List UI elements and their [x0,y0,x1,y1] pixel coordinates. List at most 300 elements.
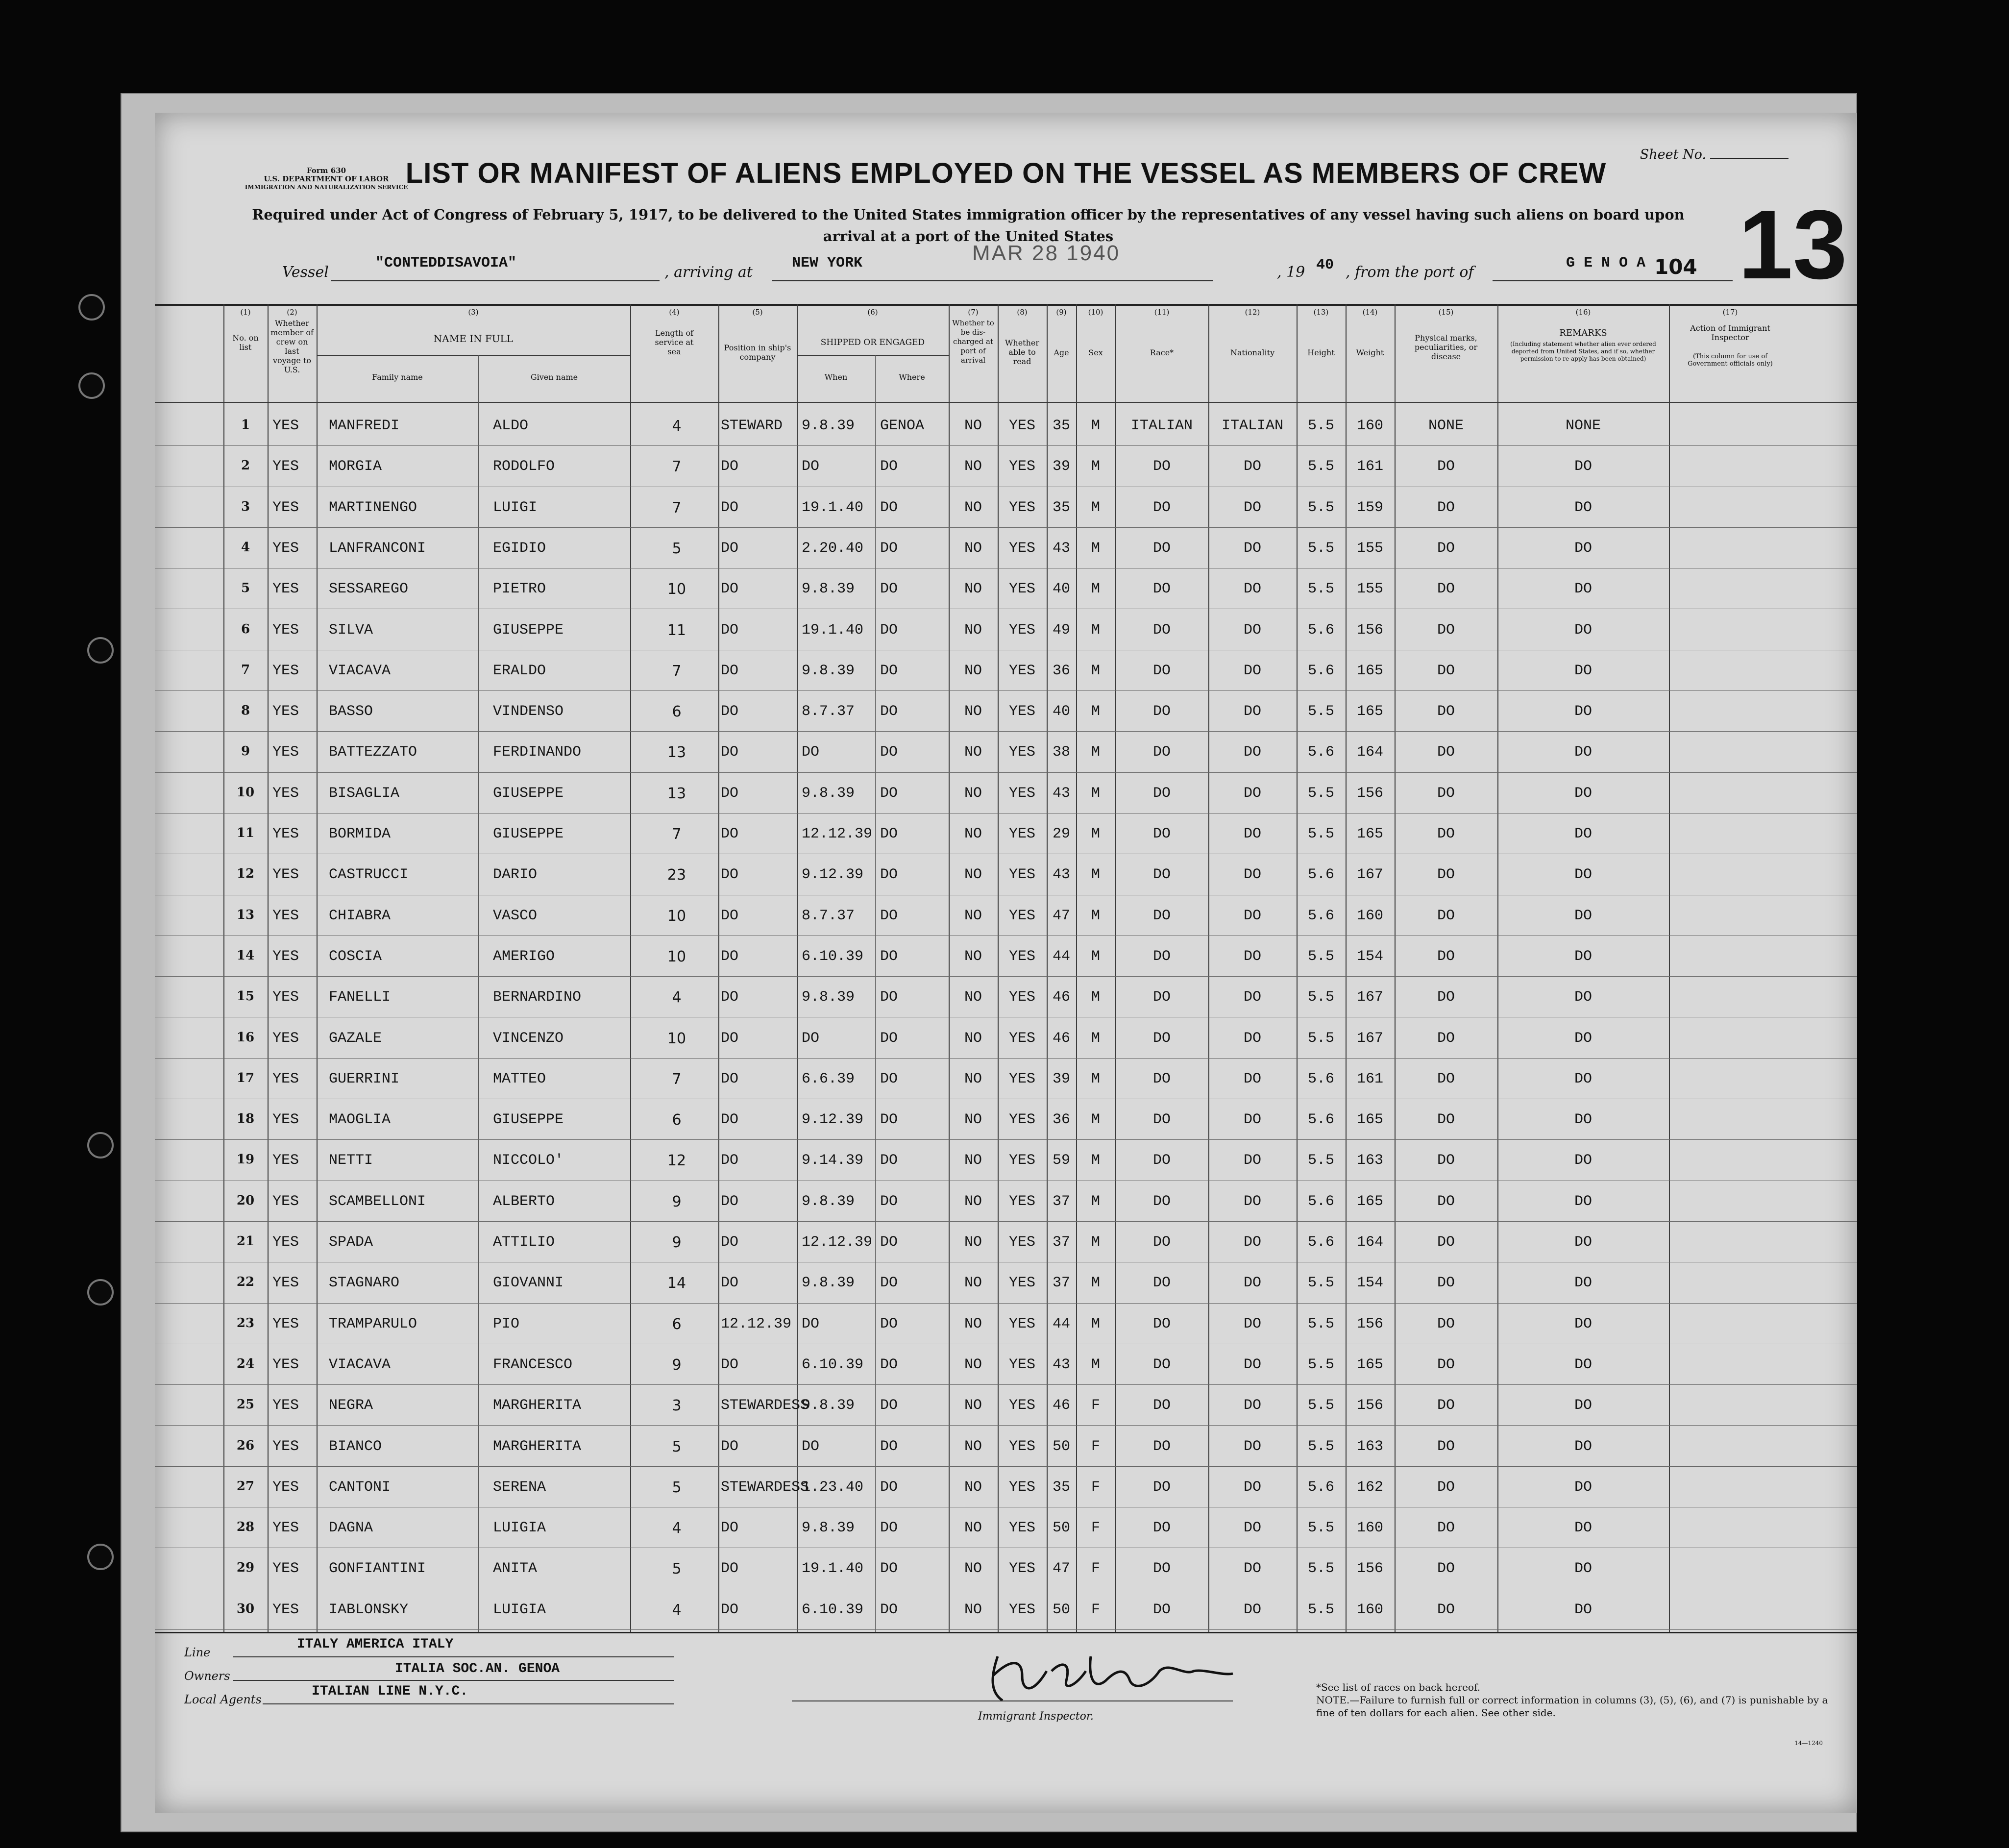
physical-marks: DO [1437,1152,1455,1169]
physical-marks: DO [1437,499,1455,516]
able-to-read: YES [1008,1438,1035,1455]
remarks: DO [1574,826,1592,842]
sex: M [1091,989,1100,1006]
able-to-read: YES [1008,1315,1035,1332]
nationality: DO [1243,1111,1261,1129]
age: 47 [1052,1560,1070,1577]
shipped-where: DO [880,744,898,761]
physical-marks: DO [1437,662,1455,679]
race: DO [1152,621,1171,639]
shipped-where: DO [880,1438,898,1455]
shipped-when: 2.20.40 [802,540,864,557]
row-number: 29 [236,1560,255,1576]
document-subtitle: Required under Act of Congress of February 5, 1917, to be delivered to the United States immigration officer by the representatives of any vessel having such aliens on board upon arrival at a port of the United States [252,206,1685,245]
inspector-label: Immigrant Inspector. [978,1710,1094,1723]
able-to-read: YES [1008,785,1035,802]
height: 5.5 [1307,826,1334,842]
weight: 165 [1356,662,1383,679]
col-11-header: Race* [1150,348,1174,357]
crew-last-voyage: YES [272,1070,299,1087]
nationality: DO [1243,458,1261,475]
physical-marks: DO [1437,458,1455,475]
position: STEWARDESS [721,1478,809,1496]
physical-marks: DO [1437,948,1455,965]
sex: F [1091,1397,1100,1414]
nationality: DO [1243,1356,1261,1373]
given-name: FRANCESCO [493,1356,573,1373]
shipped-when: 9.8.39 [802,581,855,598]
length-of-service: 10 [667,948,686,965]
shipped-where: DO [880,866,898,884]
col-17-subheader: (This column for use of Government officials only) [1688,353,1773,368]
col-15-header: Physical marks, peculiarities, or disease [1414,333,1478,361]
given-name: AMERIGO [493,948,555,965]
given-name: NICCOLO' [493,1152,564,1169]
sex: M [1091,418,1100,434]
position: DO [721,540,739,557]
owners-label: Owners [184,1669,230,1683]
table-row [155,1101,1857,1138]
age: 36 [1052,1111,1070,1129]
family-name: DAGNA [329,1520,373,1537]
length-of-service: 11 [667,621,686,639]
row-number: 25 [236,1397,255,1412]
age: 46 [1052,1397,1070,1414]
race: DO [1152,866,1171,884]
shipped-where: DO [880,1356,898,1373]
row-number: 23 [236,1315,255,1331]
crew-last-voyage: YES [272,1193,299,1210]
table-row [155,856,1857,893]
age: 37 [1052,1275,1070,1292]
discharged: NO [964,1601,982,1618]
shipped-when: 9.8.39 [802,1193,855,1210]
able-to-read: YES [1008,418,1035,434]
age: 49 [1052,621,1070,639]
sex: M [1091,662,1100,679]
sex: M [1091,1356,1100,1373]
shipped-when: 9.8.39 [802,1275,855,1292]
shipped-where: DO [880,1193,898,1210]
height: 5.5 [1307,581,1334,598]
height: 5.5 [1307,1152,1334,1169]
local-agents-value: ITALIAN LINE N.Y.C. [312,1684,468,1699]
age: 43 [1052,540,1070,557]
age: 47 [1052,907,1070,924]
punch-hole [87,1544,114,1570]
col-17-header: Action of Immigrant Inspector [1690,323,1770,342]
row-number: 9 [241,744,250,759]
shipped-where: DO [880,826,898,842]
able-to-read: YES [1008,1234,1035,1251]
shipped-when: 6.6.39 [802,1070,855,1087]
family-name: BISAGLIA [329,785,400,802]
weight: 160 [1356,1601,1383,1618]
table-row [155,1428,1857,1465]
table-row [155,1386,1857,1424]
race: DO [1152,1315,1171,1332]
height: 5.5 [1307,1275,1334,1292]
remarks: DO [1574,662,1592,679]
height: 5.5 [1307,458,1334,475]
position: DO [721,662,739,679]
able-to-read: YES [1008,1601,1035,1618]
remarks: DO [1574,1356,1592,1373]
given-name: ANITA [493,1560,538,1577]
race: DO [1152,907,1171,924]
remarks: DO [1574,499,1592,516]
position: DO [721,621,739,639]
physical-marks: DO [1437,1397,1455,1414]
weight: 155 [1356,581,1383,598]
table-row [155,1060,1857,1097]
col-6-number: (6) [867,308,878,317]
shipped-when: 12.12.39 [802,1234,873,1251]
table-row [155,652,1857,689]
given-name: LUIGIA [493,1520,546,1537]
discharged: NO [964,948,982,965]
row-number: 24 [236,1356,255,1371]
physical-marks: DO [1437,1070,1455,1087]
weight: 164 [1356,1234,1383,1251]
remarks: DO [1574,1478,1592,1496]
physical-marks: DO [1437,581,1455,598]
row-number: 6 [241,621,250,637]
race: DO [1152,1152,1171,1169]
height: 5.6 [1307,744,1334,761]
age: 38 [1052,744,1070,761]
family-name: BIANCO [329,1438,382,1455]
shipped-where: DO [880,458,898,475]
col-5-header: Position in ship's company [724,343,791,362]
height: 5.6 [1307,866,1334,884]
arriving-port: NEW YORK [792,255,863,271]
family-name: TRAMPARULO [329,1315,417,1332]
age: 44 [1052,948,1070,965]
weight: 165 [1356,1356,1383,1373]
length-of-service: 4 [672,418,682,435]
physical-marks: NONE [1428,418,1464,434]
height: 5.5 [1307,989,1334,1006]
nationality: DO [1243,1275,1261,1292]
able-to-read: YES [1008,499,1035,516]
weight: 154 [1356,1275,1383,1292]
crew-last-voyage: YES [272,1520,299,1537]
age: 50 [1052,1601,1070,1618]
given-name: MARGHERITA [493,1397,582,1414]
sex: F [1091,1560,1100,1577]
nationality: DO [1243,1520,1261,1537]
height: 5.6 [1307,662,1334,679]
position: DO [721,907,739,924]
shipped-where: DO [880,1070,898,1087]
race: DO [1152,703,1171,720]
remarks: DO [1574,1560,1592,1577]
discharged: NO [964,1234,982,1251]
shipped-when: 9.12.39 [802,1111,864,1129]
given-name: RODOLFO [493,458,555,475]
sex: M [1091,1111,1100,1129]
shipped-where: DO [880,1030,898,1047]
col-8-header: Whether able to read [1004,338,1040,366]
family-name: NEGRA [329,1397,373,1414]
weight: 156 [1356,1315,1383,1332]
remarks: DO [1574,458,1592,475]
shipped-where: DO [880,1275,898,1292]
from-port-label: , from the port of [1346,264,1474,281]
length-of-service: 10 [667,581,686,598]
length-of-service: 6 [672,1315,682,1333]
shipped-where: DO [880,662,898,679]
sex: M [1091,1070,1100,1087]
discharged: NO [964,866,982,884]
age: 43 [1052,1356,1070,1373]
remarks: DO [1574,1111,1592,1129]
age: 29 [1052,826,1070,842]
physical-marks: DO [1437,1111,1455,1129]
family-name: FANELLI [329,989,391,1006]
shipped-when: 9.8.39 [802,418,855,434]
discharged: NO [964,1397,982,1414]
sex: M [1091,866,1100,884]
shipped-when: 6.10.39 [802,1601,864,1618]
age: 50 [1052,1438,1070,1455]
manifest-sheet [155,113,1857,1813]
discharged: NO [964,1070,982,1087]
punch-hole [87,1279,114,1306]
age: 37 [1052,1193,1070,1210]
shipped-when: 19.1.40 [802,1560,864,1577]
row-number: 4 [241,540,250,555]
position: DO [721,703,739,720]
family-name: SPADA [329,1234,373,1251]
remarks: DO [1574,1315,1592,1332]
col-2-number: (2) [287,308,297,317]
shipped-where: DO [880,1478,898,1496]
height: 5.6 [1307,1478,1334,1496]
table-row [155,978,1857,1015]
length-of-service: 23 [667,866,686,884]
shipped-where: DO [880,499,898,516]
age: 43 [1052,866,1070,884]
weight: 165 [1356,703,1383,720]
age: 46 [1052,1030,1070,1047]
able-to-read: YES [1008,826,1035,842]
length-of-service: 9 [672,1193,682,1210]
vessel-label: Vessel [282,264,329,281]
crew-last-voyage: YES [272,1315,299,1332]
able-to-read: YES [1008,1560,1035,1577]
height: 5.5 [1307,1356,1334,1373]
position: DO [721,1152,739,1169]
family-name: SCAMBELLONI [329,1193,426,1210]
table-row [155,692,1857,730]
sex: M [1091,499,1100,516]
table-row [155,1468,1857,1505]
shipped-where: DO [880,1234,898,1251]
family-name: VIACAVA [329,662,391,679]
height: 5.6 [1307,1234,1334,1251]
sex: F [1091,1478,1100,1496]
sex: M [1091,621,1100,639]
remarks: DO [1574,581,1592,598]
race: DO [1152,581,1171,598]
col-3-given-header: Given name [530,372,578,382]
table-row [155,815,1857,852]
able-to-read: YES [1008,989,1035,1006]
length-of-service: 7 [672,662,682,680]
able-to-read: YES [1008,458,1035,475]
table-row [155,1550,1857,1587]
age: 36 [1052,662,1070,679]
row-number: 30 [236,1601,255,1616]
length-of-service: 7 [672,1070,682,1088]
col-12-number: (12) [1245,308,1260,317]
given-name: ERALDO [493,662,546,679]
given-name: GIUSEPPE [493,826,564,842]
physical-marks: DO [1437,1030,1455,1047]
family-name: NETTI [329,1152,373,1169]
race: DO [1152,1070,1171,1087]
shipped-when: 9.8.39 [802,1520,855,1537]
crew-last-voyage: YES [272,458,299,475]
height: 5.5 [1307,948,1334,965]
sex: F [1091,1601,1100,1618]
crew-last-voyage: YES [272,1234,299,1251]
length-of-service: 12 [667,1152,686,1170]
table-row [155,611,1857,648]
position: DO [721,866,739,884]
race: DO [1152,1193,1171,1210]
shipped-where: DO [880,1520,898,1537]
physical-marks: DO [1437,1356,1455,1373]
shipped-when: 8.7.37 [802,907,855,924]
height: 5.5 [1307,703,1334,720]
shipped-where: DO [880,1560,898,1577]
shipped-when: DO [802,458,820,475]
shipped-when: 12.12.39 [802,826,873,842]
vessel-line [282,255,1752,282]
discharged: NO [964,1478,982,1496]
col-12-header: Nationality [1230,348,1275,357]
family-name: COSCIA [329,948,382,965]
physical-marks: DO [1437,1520,1455,1537]
age: 35 [1052,499,1070,516]
date-stamp: MAR 28 1940 [972,241,1121,265]
family-name: CHIABRA [329,907,391,924]
col-1-header: No. on list [232,333,259,352]
discharged: NO [964,621,982,639]
shipped-when: DO [802,1315,820,1332]
discharged: NO [964,458,982,475]
race: DO [1152,458,1171,475]
form-code: 14—1240 [1794,1740,1823,1747]
shipped-where: DO [880,1111,898,1129]
race: DO [1152,540,1171,557]
length-of-service: 5 [672,1438,682,1455]
family-name: IABLONSKY [329,1601,409,1618]
sex: F [1091,1520,1100,1537]
weight: 156 [1356,1560,1383,1577]
row-number: 18 [236,1111,255,1127]
col-16-header: REMARKS [1559,328,1607,338]
race: DO [1152,1356,1171,1373]
shipped-when: 9.8.39 [802,1397,855,1414]
position: DO [721,581,739,598]
physical-marks: DO [1437,1315,1455,1332]
inspector-signature [978,1642,1243,1705]
discharged: NO [964,418,982,434]
position: DO [721,499,739,516]
age: 39 [1052,458,1070,475]
height: 5.5 [1307,1520,1334,1537]
crew-last-voyage: YES [272,1478,299,1496]
shipped-when: 9.8.39 [802,989,855,1006]
nationality: DO [1243,1438,1261,1455]
col-6-header: SHIPPED OR ENGAGED [820,338,925,347]
given-name: GIUSEPPE [493,785,564,802]
remarks: DO [1574,540,1592,557]
length-of-service: 5 [672,540,682,557]
weight: 162 [1356,1478,1383,1496]
shipped-when: 6.10.39 [802,948,864,965]
able-to-read: YES [1008,1111,1035,1129]
given-name: PIO [493,1315,520,1332]
shipped-when: 6.10.39 [802,1356,864,1373]
position: DO [721,1356,739,1373]
race: ITALIAN [1130,418,1193,434]
race: DO [1152,1478,1171,1496]
remarks: DO [1574,989,1592,1006]
col-5-number: (5) [752,308,763,317]
shipped-when: DO [802,1030,820,1047]
vessel-name: "CONTEDDISAVOIA" [375,255,517,271]
discharged: NO [964,907,982,924]
able-to-read: YES [1008,581,1035,598]
length-of-service: 3 [672,1397,682,1415]
position: DO [721,1601,739,1618]
remarks: DO [1574,785,1592,802]
col-14-number: (14) [1362,308,1378,317]
nationality: DO [1243,1070,1261,1087]
physical-marks: DO [1437,866,1455,884]
row-number: 2 [241,458,250,473]
family-name: SESSAREGO [329,581,409,598]
physical-marks: DO [1437,1601,1455,1618]
discharged: NO [964,1520,982,1537]
physical-marks: DO [1437,540,1455,557]
remarks: DO [1574,1397,1592,1414]
given-name: LUIGIA [493,1601,546,1618]
position: DO [721,458,739,475]
family-name: VIACAVA [329,1356,391,1373]
physical-marks: DO [1437,1234,1455,1251]
weight: 160 [1356,907,1383,924]
crew-last-voyage: YES [272,1438,299,1455]
length-of-service: 7 [672,499,682,517]
remarks: DO [1574,1152,1592,1169]
family-name: MARTINENGO [329,499,417,516]
length-of-service: 7 [672,826,682,843]
nationality: DO [1243,866,1261,884]
given-name: GIUSEPPE [493,1111,564,1129]
row-number: 13 [236,907,255,922]
shipped-when: 9.8.39 [802,785,855,802]
discharged: NO [964,703,982,720]
table-row [155,529,1857,567]
crew-last-voyage: YES [272,662,299,679]
row-number: 15 [236,989,255,1004]
